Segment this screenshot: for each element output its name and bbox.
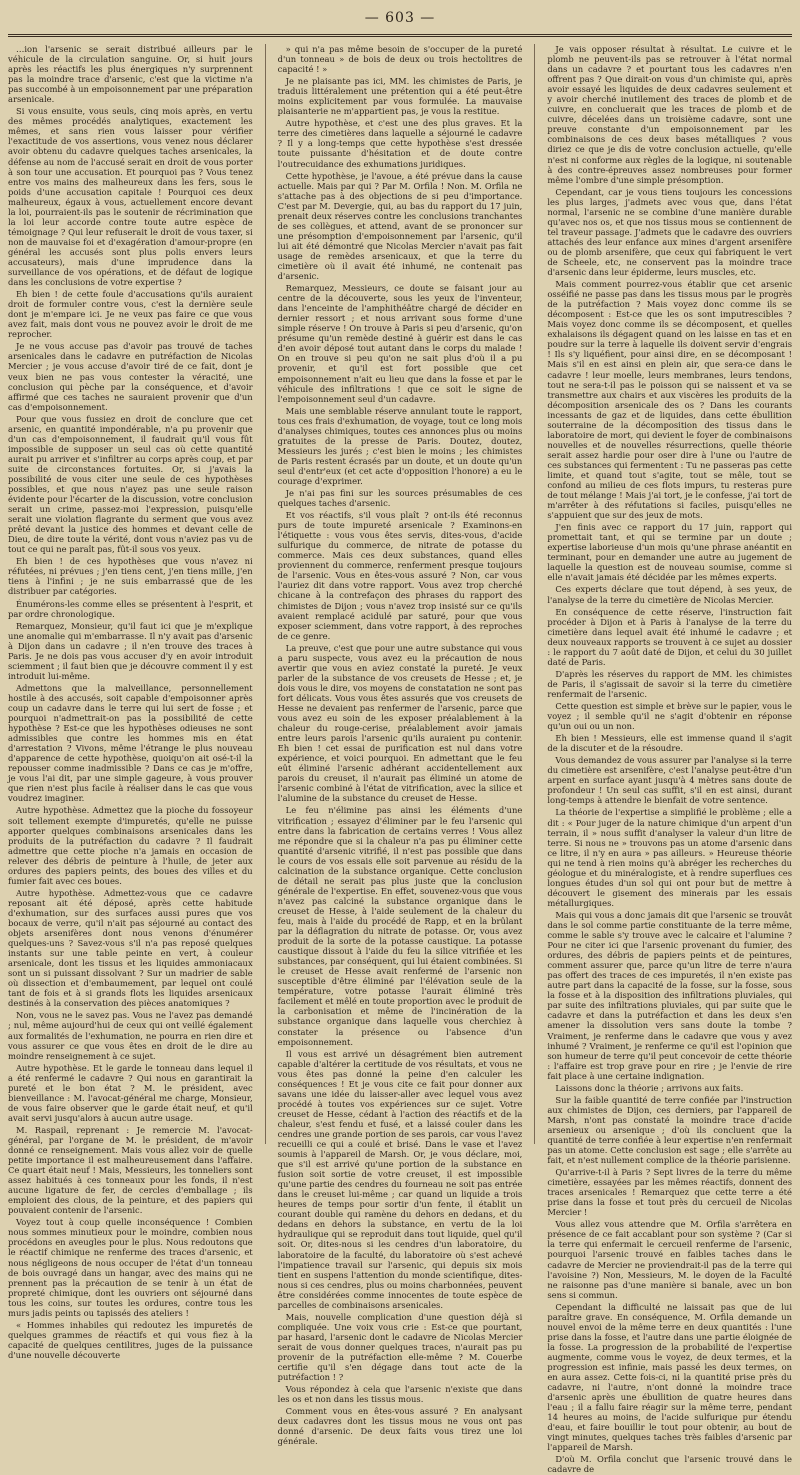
paragraph: Cependant la difficulté ne laissait pas que de lui paraître grave. En conséquence, M. Orfila demande un nouvel envoi de la même terre en deux quantités : l'une prise dans la fosse, et l'autre dans une partie éloignée de la fosse. La progression de la probabilité de l'expertise augmente, comme vous le voyez, de deux termes, et la progression est infinie, mais passé les deux termes, on en aura assez. Cette fois-ci, ni la quantité prise près du cadavre, ni l'autre, n'ont donné la moindre trace d'arsenic après une ébullition de quatre heures dans l'eau ; il a fallu faire réagir sur la même terre, pendant 14 heures au moins, de l'acide sulfurique pur étendu d'eau, et faire bouillir le tout pour obtenir, au bout de vingt minutes, quelques taches très faibles d'arsenic par l'appareil de Marsh. (547, 1301, 793, 1453)
header-rule (8, 34, 792, 37)
paragraph: Non, vous ne le savez pas. Vous ne l'avez pas demandé ; nul, même aujourd'hui de ceux qui ont veillé également aux formalités de l'exhumation, ne pourra en rien dire et vous assurer ce que vous êtes en droit de le dire au moindre renseignement à ce sujet. (8, 1010, 253, 1061)
paragraph: Vous allez vous attendre que M. Orfila s'arrêtera en présence de ce fait accablant pour son système ? (Car si la terre qui enfermait le cercueil renferme de l'arsenic, pourquoi l'arsenic trouvé en faibles taches dans le cadavre de Mercier ne proviendrait-il pas de la terre qui l'avoisine ?) Non, Messieurs, M. le doyen de la Faculté ne raisonne pas d'une manière si banale, avec un bon sens si commun. (547, 1219, 793, 1300)
paragraph: « Hommes inhabiles qui redoutez les impuretés de quelques grammes de réactifs et qui vous fiez à la capacité de quelques centilitres, juges de la puissance d'une nouvelle découverte (8, 1319, 253, 1360)
column-middle (277, 44, 523, 1447)
paragraph: Laissons donc la théorie ; arrivons aux faits. (555, 1082, 744, 1093)
paragraph: Cette hypothèse, je l'avoue, a été prévue dans la cause actuelle. Mais par qui ? Par M. Orfila ! Non. M. Orfila ne s'attache pas à des objections de si peu d'importance. C'est par M. Devergie, qui, au bas du rapport du 17 juin, prenait deux réserves contre les conclusions tranchantes de ses collègues, et attend, avant de se prononcer sur une présomption d'empoisonnement par l'arsenic, qu'il lui ait été démontré que Nicolas Mercier n'avait pas fait usage de remèdes arsenicaux, et que la terre du cimetière où il avait été inhumé, ne contenait pas d'arsenic. (277, 170, 523, 282)
paragraph: La preuve, c'est que pour une autre substance qui vous a paru suspecte, vous avez eu la précaution de nous avertir que vous en aviez constaté la pureté. Je veux parler de la substance de vos creusets de Hesse ; et, je dois vous le dire, vos moyens de constatation ne sont pas fort délicats. Vous vous êtes assurés que vos creusets de Hesse ne devaient pas renfermer de l'arsenic, parce que vous avez eu soin de les exposer préalablement à la chaleur du rouge-cerise, préalablement avoir jamais entre leurs parois l'arsenic qu'ils auraient pu contenir. Eh bien ! cet essai de purification est nul dans votre expérience, et voici pourquoi. En admettant que le feu eût éliminé l'arsenic adhérant accidentellement aux parois du creuset, il n'aurait pas éliminé un atome de l'arsenic combiné à l'état de vitrification, avec la silice et l'alumine de la substance du creuset de Hesse. (277, 642, 523, 804)
paragraph: Remarquez, Monsieur, qu'il faut ici que je m'explique une anomalie qui m'embarrasse. Il n'y avait pas d'arsenic à Dijon dans un cadavre ; il n'en trouve des traces à Paris. Je ne dois pas vous accuser d'y en avoir introduit sciemment ; il faut bien que je découvre comment il y est introduit lui-même. (8, 620, 253, 681)
paragraph: Autre hypothèse. Admettez-vous que ce cadavre reposant ait été déposé, après cette habitude d'exhumation, sur des surfaces aussi pures que vos bocaux de verre, qu'il n'ait pas séjourné au contact des objets arsenifères dont nous venons d'énumérer quelques-uns ? Savez-vous s'il n'a pas reposé quelques instants sur une table peinte en vert, à couleur arsenicale, dont les tissus et les liquides ammoniacaux sont un si puissant dissolvant ? Sur un madrier de sable où dissection et d'embaumement, par lequel ont coulé tant de fois et à si grands flots les liquides arsenicaux destinés à la conservation des pièces anatomiques ? (8, 887, 253, 1009)
paragraph: Il vous est arrivé un désagrément bien autrement capable d'altérer la certitude de vos résultats, et vous ne vous êtes pas donné la peine d'en calculer les conséquences ! Et je vous cite ce fait pour donner aux savans une idée du laisser-aller avec lequel vous avez procédé à toutes vos expériences sur ce sujet. Votre creuset de Hesse, cédant à l'action des réactifs et de la chaleur, s'est fendu et fusé, et a laissé couler dans les cendres une grande portion de ses parois, car vous l'avez recueilli ce qui a coulé et brisé. Dans le vase et l'avez soumis à l'appareil de Marsh. Or, je vous déclare, moi, que s'il est arrivé qu'une portion de la substance en fusion soit sortie de votre creuset, il est impossible qu'une partie des cendres du fourneau ne soit pas entrée dans le creuset lui-même ; car quand un liquide a trois heures de temps pour sortir d'un fente, il établit un courant double qui ramène du dehors en dedans, et du dedans en dehors la substance, en vertu de la loi hydraulique qui se reproduit dans tout liquide, quel qu'il soit. Or, dites-nous si les cendres d'un laboratoire, du laboratoire de la faculté, du laboratoire où s'est achevé l'impatience travail sur l'arsenic, qui depuis six mois tient en suspens l'attention du monde scientifique, dites-nous si ces cendres, plus ou moins charbonnées, peuvent être considérées comme innocentes de toute espèce de parcelles de combinaisons arsenicales. (277, 1048, 523, 1310)
paragraph: Et vos réactifs, s'il vous plaît ? ont-ils été reconnus purs de toute impureté arsenicale ? Examinons-en l'étiquette : vous vous êtes servis, dites-vous, d'acide sulfurique du commerce, de nitrate de potasse du commerce. Mais ces deux substances, quand elles proviennent du commerce, renferment presque toujours de l'arsenic. Vous en êtes-vous assuré ? Non, car vous l'auriez dit dans votre rapport. Vous avez trop cherché chicane à la contrefaçon des phrases du rapport des chimistes de Dijon ; vous n'avez trop insisté sur ce qu'ils avaient remplacé acidulé par saturé, pour que vous exposer sciemment, dans votre rapport, à des reproches de ce genre. (277, 510, 523, 641)
paragraph: D'après les réserves du rapport de MM. les chimistes de Paris, il s'agissait de savoir si la terre du cimetière renfermait de l'arsenic. (547, 668, 793, 699)
paragraph: Pour que vous fussiez en droit de conclure que cet arsenic, en quantité impondérable, n'a pu provenir que d'un cas d'empoisonnement, il faudrait qu'il vous fût impossible de supposer un seul cas où cette quantité aurait pu arriver et s'infiltrer au corps après coup, et par suite de circonstances fortuites. Or, si j'avais la possibilité de vous citer une seule de ces hypothèses possibles, et que nous n'ayez pas une seule raison évidente pour l'écarter de la discussion, votre conclusion serait un crime, passez-moi l'expression, puisqu'elle serait une violation flagrante du serment que vous avez prêté devant la justice des hommes et devant celle de Dieu, de dire toute la vérité, dont vous n'aviez pas vu de tout ce qui ne paraît pas, fût-il sous vos yeux. (8, 413, 253, 555)
paragraph: Je vais opposer résultat à résultat. Le cuivre et le plomb ne peuvent-ils pas se retrouver à l'état normal dans un cadavre ? et pourtant tous les cadavres n'en offrent pas ? Que dirait-on vous d'un chimiste qui, après avoir essayé les liquides de deux cadavres seulement et y avoir cherché inutilement des traces de plomb et de cuivre, en concluerait que les traces de plomb et de cuivre, décelées dans un troisième cadavre, sont une preuve constante d'un empoisonnement par les combinaisons de ces deux bases métalliques ? vous diriez ce que je dis de votre conclusion actuelle, qu'elle n'est ni conforme aux règles de la logique, ni soutenable à des contre-épreuves assez nombreuses pour former même l'ombre d'une simple présomption. (547, 44, 793, 185)
paragraph: Je ne plaisante pas ici, MM. les chimistes de Paris, je traduis littéralement une prétention qui a été peut-être moins explicitement par vous formulée. La mauvaise plaisanterie ne m'appartient pas, je vous la restitue. (277, 76, 523, 117)
paragraph: Vous demandez de vous assurer par l'analyse si la terre du cimetière est arsenifère, c'est l'analyse peut-être d'un arpent en surface ayant jusqu'à 4 mètres sans doute de profondeur ! Un seul cas suffit, s'il en est ainsi, durant long-temps à attendre le bienfait de votre sentence. (547, 755, 793, 806)
paragraph: En conséquence de cette réserve, l'instruction fait procéder à Dijon et à Paris à l'analyse de la terre du cimetière dans lequel avait été inhumé le cadavre ; et deux nouveaux rapports se trouvent à ce sujet au dossier : le rapport du 7 août daté de Dijon, et celui du 30 juillet daté de Paris. (547, 606, 793, 667)
column-divider (265, 44, 266, 1144)
paragraph: Mais qui vous a donc jamais dit que l'arsenic se trouvât dans le sol comme partie constituante de la terre même, comme le sable s'y trouve avec le calcaire et l'alumine ? Pour ne citer ici que l'arsenic provenant du fumier, des ordures, des débris de papiers peints et de peintures, comment assurer que, parce qu'un litre de terre n'aura pas offert des traces de ces impuretés, il n'en existe pas autre part dans la capacité de la fosse, sur la fosse, sous la fosse et à la disposition des infiltrations pluviales, qui par suite des infiltrations pluviales, qui par suite que le cadavre et dans la putréfaction et dans les deux s'en amener la dissolution vers sans doute la tombe ? Vraiment, je renferme dans le cadavre que vous y avez inhumé ? Vraiment, je renferme ce qu'il est l'opinion que son humeur de terre qu'il peut concevoir de cette théorie : l'affaire est trop grave pour en rire ; je l'envie de rire fait place à une certaine indignation. (547, 909, 793, 1081)
paragraph: Mais comment pourrez-vous établir que cet arsenic osséifié ne passe pas dans les tissus mous par le progrès de la putréfaction ? Mais voyez donc comme ils se décomposent : Est-ce que les os sont imputrescibles ? Mais voyez donc comme ils se décomposent, et quelles exhalaisons ils dégagent quand on les laisse en tas et en poudre sur la terre à laquelle ils doivent servir d'engrais ! Ils s'y liquéfient, pour ainsi dire, en se décomposant ! Mais s'il en est ainsi en plein air, que sera-ce dans le cadavre ! leur moelle, leurs membranes, leurs tendons, tout ne sera-t-il pas le poisson qui se naissent et va se transmettre aux chairs et aux viscères les produits de la décomposition arsenicale des os ? Dans les courants incessants de gaz et de liquides, dans cette ébullition souterraine de la décomposition des tissus dans le laboratoire de mort, qui devient le foyer de combinaisons nouvelles et de nouvelles résurrections, quelle théorie serait assez hardie pour oser dire à l'une ou l'autre de ces substances qui fermentent : Tu ne passeras pas cette limite, et quand tout s'agite, tout se mêle, tout se confond au milieu de ces flots impurs, tu resteras pure de tout mélange ! Mais j'ai tort, je le confesse, j'ai tort de m'arrêter à des réfutations si faciles, puisqu'elles ne s'appuient que sur des jeux de mots. (547, 279, 793, 521)
paragraph: Qu'arrive-t-il à Paris ? Sept livres de la terre du même cimetière, essayées par les mêmes réactifs, donnent des traces arsenicales ! Remarquez que cette terre a été prise dans la fosse et tout près du cercueil de Nicolas Mercier ! (547, 1167, 793, 1218)
paragraph: Cette question est simple et brève sur le papier, vous le voyez ; il semble qu'il ne s'agit d'obtenir en réponse qu'un oui ou un non. (547, 701, 793, 732)
paragraph: Mais, nouvelle complication d'une question déjà si compliquée. Une voix vous crie : Est-ce que pourtant, par hasard, l'arsenic dont le cadavre de Nicolas Mercier serait de vous donner quelques traces, n'aurait pas pu provenir de la putréfaction elle-même ? M. Couerbe certifie qu'il s'en dégage dans tout acte de la putréfaction ! ? (277, 1311, 523, 1383)
column-left (8, 44, 253, 1360)
paragraph: Si vous ensuite, vous seuls, cinq mois après, en vertu des mêmes procédés analytiques, exactement les mêmes, et sans rien vous laisser pour vérifier l'exactitude de vos assertions, vous venez nous déclarer avoir obtenu du cadavre quelques taches arsenicales, la défense au nom de l'accusé serait en droit de vous porter à son tour une accusation. Et pourquoi pas ? Vous tenez entre vos mains des malheureux dans les fers, sous le poids d'une accusation capitale ! Pourquoi ces deux malheureux, égaux à vous, actuellement encore devant la loi, pourraient-ils pas le soutenir de récrimination que la loi leur accorde contre toute autre espèce de témoignage ? Qui leur refuserait le droit de vous taxer, si non de mauvaise foi et d'exagération d'amour-propre (en général les accusés sont plus polis envers leurs accusateurs), mais d'une imprudence dans la surveillance de vos opérations, et de défaut de logique dans les conclusions de votre expertise ? (8, 106, 253, 288)
paragraph: Eh bien ! Messieurs, elle est immense quand il s'agit de la discuter et de la résoudre. (547, 733, 793, 754)
paragraph: J'en finis avec ce rapport du 17 juin, rapport qui promettait tant, et qui se termine par un doute ; expertise laborieuse d'un mois qu'une phrase anéantit en terminant, pour en demander une autre au jugement de laquelle la question est de nouveau soumise, comme si elle n'avait jamais été décidée par les mêmes experts. (547, 522, 793, 583)
paragraph: Vous répondez à cela que l'arsenic n'existe que dans les os et non dans les tissus mous. (277, 1384, 523, 1405)
column-divider (534, 44, 535, 1144)
paragraph: Mais une semblable réserve annulant toute le rapport, tous ces frais d'exhumation, de voyage, tout ce long mois d'analyses chimiques, toutes ces annonces plus ou moins gratuites de la presse de Paris. Doutez, doutez, Messieurs les jurés ; c'est bien le moins ; les chimistes de Paris restent écrasés par un doute, et un doute qu'un seul d'entr'eux (et cet acte d'opposition l'honore) a eu le courage d'exprimer. (277, 405, 523, 486)
paragraph: …ion l'arsenic se serait distribué ailleurs par le véhicule de la circulation sanguine. Or, si huit jours après les réactifs les plus énergiques n'y surprennent pas la moindre trace d'arsenic, c'est que la victime n'a pas succombé à un empoisonnement par une préparation arsenicale. (8, 44, 253, 105)
paragraph: Remarquez, Messieurs, ce doute se faisant jour au centre de la découverte, sous les yeux de l'inventeur, dans l'enceinte de l'amphithéâtre chargé de décider en dernier ressort ; et nous arrivant sous forme d'une simple réserve ! On trouve à Paris si peu d'arsenic, qu'on présume qu'un remède destiné à guérir est dans le cas d'en avoir déposé tout autant dans le corps du malade ! On en trouve si peu qu'on ne sait plus d'où il a pu provenir, et qu'il est fort possible que cet empoisonnement n'ait eu lieu que dans la fosse et par le véhicule des infiltrations ! que ce soit le signe de l'empoisonnement seul d'un cadavre. (277, 283, 523, 404)
paragraph: Comment vous en êtes-vous assuré ? En analysant deux cadavres dont les tissus mous ne vous ont pas donné d'arsenic. De deux faits vous tirez une loi générale. (277, 1406, 523, 1447)
paragraph: Voyez tout à coup quelle inconséquence ! Combien nous sommes minutieux pour le moindre, combien nous procédons en aveugles pour le plus. Nous redoutons que le réactif chimique ne renferme des traces d'arsenic, et nous négligeons de nous occuper de l'état d'un tonneau de bois ouvragé dans un hangar, avec des mains qui ne prennent pas la précaution de se tenir à un état de propreté chimique, dont les ouvriers ont séjourné dans tous les coins, sur toutes les ordures, contre tous les murs jadis peints ou tapissés des ateliers ! (8, 1217, 253, 1318)
paragraph: Eh bien ! de ces hypothèses que vous n'avez ni réfutées, ni prévues ; j'en tiens cent, j'en tiens mille, j'en tiens à l'infini ; je ne suis embarrassé que de les distribuer par catégories. (8, 556, 253, 597)
paragraph: Eh bien ! de cette foule d'accusations qu'ils auraient droit de formuler contre vous, c'est la dernière seule dont je m'empare ici. Je ne veux pas faire ce que vous avez fait, mais dont vous ne pouvez avoir le droit de me reprocher. (8, 289, 253, 340)
paragraph: Le feu n'élimine pas ainsi les éléments d'une vitrification ; essayez d'éliminer par le feu l'arsenic qui entre dans la fabrication de certains verres ! Vous allez me répondre que si la chaleur n'a pas pu éliminer cette quantité d'arsenic vitrifié, il n'est pas possible que dans le cours de vos essais elle soit parvenue au résidu de la calcination de la substance organique. Cette conclusion de détail ne serait pas plus juste que la conclusion générale de l'expertise. En effet, souvenez-vous que vous n'avez pas calciné la substance organique dans le creuset de Hesse, à l'aide seulement de la chaleur du feu, mais à l'aide du procédé de Rapp, et en la brûlant par la déflagration du nitrate de potasse. Or, vous avez produit de la sorte de la potasse caustique. La potasse caustique dissout à l'aide du feu la silice vitrifiée et les substances, par conséquent, qui lui étaient combinées. Si le creuset de Hesse avait renfermé de l'arsenic non susceptible d'être éliminé par l'élévation seule de la température, votre potasse l'aurait éliminé très facilement et mêlé en toute proportion avec le produit de la carbonisation et même de l'incinération de la substance organique dans laquelle vous cherchiez à constater la présence ou l'absence d'un empoisonnement. (277, 805, 523, 1047)
paragraph: Sur la faible quantité de terre confiée par l'instruction aux chimistes de Dijon, ces derniers, par l'appareil de Marsh, n'ont pas constaté la moindre trace d'acide arsenieux ou arsenique ; d'où ils concluent que la quantité de terre confiée à leur expertise n'en renfermait pas un atome. Cette conclusion est sage ; elle s'arrête au fait, et n'est nullement complice de la théorie parisienne. (547, 1094, 793, 1166)
paragraph: Énumérons-les comme elles se présentent à l'esprit, et par ordre chronologique. (8, 598, 253, 619)
paragraph: Admettons que la malveillance, personnellement hostile à des accusés, soit capable d'empoisonner après coup un cadavre dans le terre qui lui sert de fosse ; et pourquoi n'admettrait-on pas la possibilité de cette hypothèse ? Est-ce que les hypothèses odieuses ne sont admissibles que contre les hommes mis en état d'arrestation ? Vivons, même l'étrange le plus nouveau d'apparence de cette hypothèse, quoiqu'on ait osé-t-il la repousser comme inadmissible ? Dans ce cas je m'offre, je vous l'ai dit, par une simple gageure, à vous prouver que rien n'est plus facile à réaliser dans le cas que vous voudrez imaginer. (8, 682, 253, 804)
paragraph: Autre hypothèse. Admettez que la pioche du fossoyeur soit tellement exempte d'impuretés, qu'elle ne puisse apporter quelques combinaisons arsenicales dans les produits de la putréfaction du cadavre ? Il faudrait admettre que cette pioche n'a jamais en occasion de relever des débris de peinture à l'huile, de jeter aux ordures des papiers peints, des boues des villes et du fumier fait avec ces boues. (8, 805, 253, 886)
paragraph: Autre hypothèse, et c'est une des plus graves. Et la terre des cimetières dans laquelle a séjourné le cadavre ? Il y a long-temps que cette hypothèse s'est dressée toute puissante d'hésitation et de doute contre l'outrecuidance des exhumations juridiques. (277, 118, 523, 169)
paragraph: La théorie de l'expertise a simplifié le problème ; elle a dit : « Pour juger de la nature chimique d'un arpent d'un terrain, il » nous suffit d'analyser la valeur d'un litre de terre. Si nous ne » trouvons pas un atome d'arsenic dans ce litre, il n'y en aura » pas ailleurs. » Heureuse théorie qui ne tend à rien moins qu'à abréger les recherches du géologue et du minéralogiste, et à rendre superflues ces longues études d'un sol qui ont pour but de mettre à découvert le gisement des minerais par les essais métallurgiques. (547, 807, 793, 908)
text-columns (8, 44, 793, 1475)
paragraph: Ces experts déclare que tout dépend, à ses yeux, de l'analyse de la terre du cimetière de Nicolas Mercier. (547, 584, 793, 605)
column-right (547, 44, 793, 1475)
paragraph: M. Raspail, reprenant : Je remercie M. l'avocat-général, par l'organe de M. le président, de m'avoir donné ce renseignement. Mais vous allez voir de quelle petite importance il est malheureusement dans l'affaire. Ce quart était neuf ! Mais, Messieurs, les tonneliers sont assez habitués à ces tonneaux pour les fonds, il n'est aucune ligature de fer, de cercles d'emballage ; ils emploient des clous, de la peinture, et des papiers qui pouvaient contenir de l'arsenic. (8, 1124, 253, 1216)
paragraph: D'où M. Orfila conclut que l'arsenic trouvé dans le cadavre de (547, 1454, 793, 1475)
page-number: — 603 — (364, 10, 436, 26)
paragraph: Je ne vous accuse pas d'avoir pas trouvé de taches arsenicales dans le cadavre en putréfaction de Nicolas Mercier ; je vous accuse d'avoir tiré de ce fait, dont je veux bien ne pas vous contester la véracité, une conclusion qui pèche par la conséquence, et d'avoir affirmé que ces taches ne sauraient provenir que d'un cas d'empoisonnement. (8, 341, 253, 412)
paragraph: » qui n'a pas même besoin de s'occuper de la pureté d'un tonneau » de bois de deux ou trois hectolitres de capacité ! » (277, 44, 523, 75)
paragraph: Autre hypothèse. Et le garde le tonneau dans lequel il a été renfermé le cadavre ? Qui nous en garantirait la pureté et le bon état ? M. le président, avec bienveillance : M. l'avocat-général me charge, Monsieur, de vous faire observer que le garde était neuf, et qu'il avait servi jusqu'alors à aucun autre usage. (8, 1062, 253, 1123)
paragraph: Cependant, car je vous tiens toujours les concessions les plus larges, j'admets avec vous que, dans l'état normal, l'arsenic ne se combine d'une manière durable qu'avec nos os, et que nos tissus mous se contiennent de tel traveur passage. J'admets que le cadavre des ouvriers attachés des leur enfance aux mines d'argent arsenifère ou de plomb arsenifère, que ceux qui fabriquent le vert de Scheele, etc, ne conservent pas la moindre trace d'arsenic dans leur épiderme, leurs muscles, etc. (547, 186, 793, 278)
paragraph: Je n'ai pas fini sur les sources présumables de ces quelques taches d'arsenic. (277, 488, 523, 509)
